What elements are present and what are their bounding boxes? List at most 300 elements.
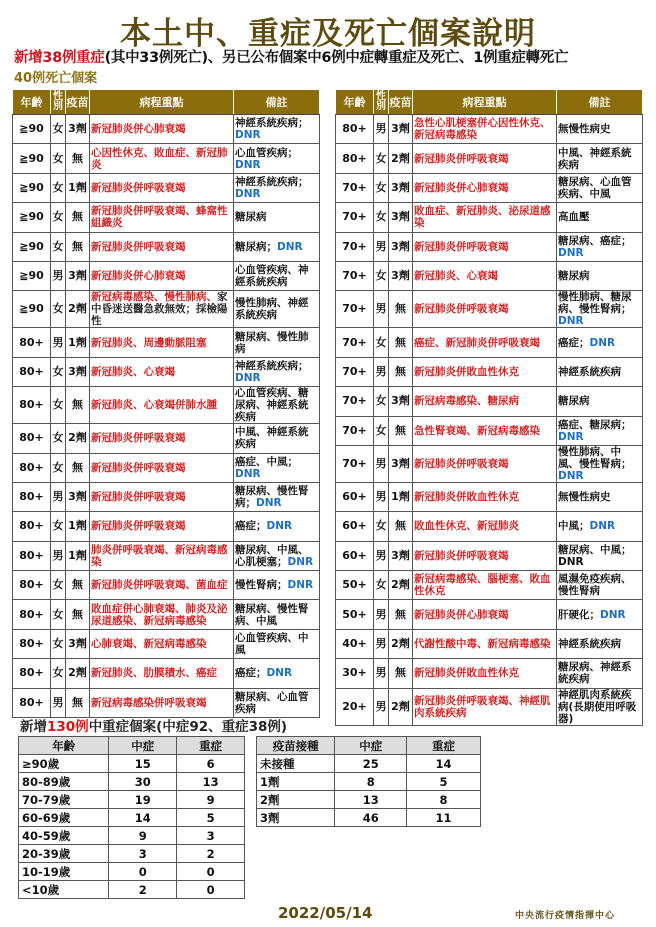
- cell-age: 50+: [336, 571, 374, 600]
- cell-course: [90, 512, 234, 541]
- table-row: [336, 291, 643, 328]
- cell-severe: 3: [177, 827, 245, 845]
- cell-sex: 男: [51, 261, 66, 290]
- cell-note: [234, 600, 320, 629]
- table-row: [19, 881, 245, 899]
- table-row: [336, 115, 643, 144]
- cell-vaccine: 無: [66, 571, 90, 600]
- cell-course: [90, 541, 234, 570]
- table-row: [13, 629, 320, 658]
- note-text: 慢性肺病、神經系統疾病: [235, 297, 309, 322]
- cell-age: 60+: [336, 541, 374, 570]
- cell-note: [234, 659, 320, 688]
- cell-vaccine: 1劑: [66, 541, 90, 570]
- cell-sex: 女: [51, 387, 66, 424]
- cell-category: 20-39歲: [19, 845, 109, 863]
- course-text: 新冠肺炎併呼吸衰竭: [91, 520, 186, 533]
- note-text: 慢性腎病；: [235, 579, 288, 592]
- cell-sex: 男: [374, 629, 389, 658]
- organization-name: 中央流行疫情指揮中心: [515, 911, 616, 921]
- cell-course: [413, 261, 557, 290]
- stats-title-rest: 中重症個案(中症92、重症38例): [88, 719, 288, 735]
- header-severe: 重症: [177, 737, 245, 755]
- cell-age: 70+: [336, 232, 374, 261]
- cell-age: 70+: [336, 291, 374, 328]
- cell-age: 80+: [13, 482, 51, 511]
- cell-vaccine: 無: [66, 453, 90, 482]
- cell-vaccine: 無: [389, 291, 413, 328]
- note-text: 風濕免疫疾病、慢性腎病: [558, 573, 632, 598]
- table-row: [13, 424, 320, 453]
- cell-vaccine: 無: [66, 144, 90, 173]
- cell-sex: 女: [51, 659, 66, 688]
- cell-course: [413, 571, 557, 600]
- cell-vaccine: 3劑: [389, 203, 413, 232]
- table-row: [13, 203, 320, 232]
- header-moderate: 中症: [109, 737, 177, 755]
- cell-course: [413, 688, 557, 725]
- note-text: 中風、神經系統疾病: [235, 426, 309, 451]
- course-text: 新冠肺炎、心衰竭: [91, 365, 175, 378]
- cell-sex: 女: [51, 115, 66, 144]
- cell-sex: 女: [374, 328, 389, 357]
- table-row: [13, 688, 320, 717]
- cell-vaccine: 2劑: [389, 629, 413, 658]
- cell-sex: 女: [51, 173, 66, 202]
- cell-severe: 2: [177, 845, 245, 863]
- header-moderate: 中症: [335, 737, 407, 755]
- cell-moderate: 3: [109, 845, 177, 863]
- cell-sex: 女: [51, 357, 66, 386]
- table-header-row: [13, 90, 320, 115]
- cell-moderate: 15: [109, 755, 177, 773]
- cell-age: 80+: [13, 659, 51, 688]
- cell-course: [90, 173, 234, 202]
- course-text: 新冠肺炎、周邊動脈阻塞: [91, 336, 207, 349]
- cell-vaccine: 3劑: [66, 357, 90, 386]
- dnr-badge: DNR: [256, 497, 282, 510]
- cell-category: 3劑: [257, 809, 335, 827]
- dnr-badge: DNR: [287, 555, 314, 568]
- table-row: [19, 809, 245, 827]
- cell-category: 1劑: [257, 773, 335, 791]
- cell-course: [90, 203, 234, 232]
- header-severe: 重症: [407, 737, 481, 755]
- cell-moderate: 25: [335, 755, 407, 773]
- header-vaccine: 疫苗: [389, 90, 413, 115]
- vaccine-table-body: [257, 755, 481, 827]
- dnr-badge: DNR: [235, 129, 261, 142]
- note-text: 神經系統疾病: [558, 638, 621, 651]
- cell-age: 70+: [336, 416, 374, 445]
- note-text: 癌症；: [558, 336, 590, 349]
- cell-course: [413, 445, 557, 482]
- cell-vaccine: 3劑: [389, 541, 413, 570]
- table-row: [336, 416, 643, 445]
- cell-sex: 男: [374, 115, 389, 144]
- cell-course: [90, 600, 234, 629]
- table-row: [336, 261, 643, 290]
- table-row: [19, 773, 245, 791]
- header-sex: 性別: [51, 90, 66, 115]
- cell-sex: 女: [51, 232, 66, 261]
- cell-age: 20+: [336, 688, 374, 725]
- cell-sex: 女: [374, 571, 389, 600]
- cell-severe: 0: [177, 881, 245, 899]
- cell-note: [234, 144, 320, 173]
- note-text: 無慢性病史: [558, 123, 611, 136]
- cell-severe: 6: [177, 755, 245, 773]
- cell-age: 80+: [13, 453, 51, 482]
- cell-note: [557, 445, 643, 482]
- cell-age: 70+: [336, 328, 374, 357]
- cell-sex: 男: [374, 659, 389, 688]
- dnr-badge: DNR: [589, 336, 616, 349]
- table-row: [13, 482, 320, 511]
- table-row: [336, 232, 643, 261]
- table-row: [13, 571, 320, 600]
- cell-age: 70+: [336, 445, 374, 482]
- table-row: [13, 115, 320, 144]
- table-row: [336, 688, 643, 725]
- table-row: [257, 809, 481, 827]
- cell-age: ≧90: [13, 144, 51, 173]
- cell-sex: 女: [374, 261, 389, 290]
- cell-course: [413, 482, 557, 511]
- cell-note: [557, 232, 643, 261]
- cell-course: [413, 173, 557, 202]
- cell-sex: 男: [374, 291, 389, 328]
- stats-title-prefix: 新增: [20, 719, 47, 735]
- cell-note: [234, 232, 320, 261]
- cell-note: [557, 203, 643, 232]
- cell-course: [90, 424, 234, 453]
- table-row: [336, 659, 643, 688]
- cell-category: 未接種: [257, 755, 335, 773]
- cell-vaccine: 1劑: [66, 512, 90, 541]
- cell-moderate: 9: [109, 827, 177, 845]
- cell-course: [90, 453, 234, 482]
- cell-note: [234, 688, 320, 717]
- cell-sex: 男: [374, 541, 389, 570]
- table-row: [13, 387, 320, 424]
- table-row: [336, 482, 643, 511]
- cell-note: [557, 115, 643, 144]
- cell-sex: 女: [51, 629, 66, 658]
- cell-vaccine: 3劑: [389, 387, 413, 416]
- cell-note: [557, 261, 643, 290]
- cell-vaccine: 無: [389, 357, 413, 386]
- cell-age: ≧90: [13, 115, 51, 144]
- cell-vaccine: 2劑: [66, 291, 90, 328]
- note-text: 癌症、糖尿病；: [558, 418, 632, 431]
- cell-course: [90, 232, 234, 261]
- cell-sex: 男: [374, 482, 389, 511]
- dnr-badge: DNR: [235, 371, 261, 384]
- dnr-badge: DNR: [558, 430, 584, 443]
- cell-sex: 女: [51, 571, 66, 600]
- note-text: 肝硬化；: [558, 608, 600, 621]
- note-text: 神經系統疾病；: [235, 359, 309, 372]
- cell-category: ≥90歲: [19, 755, 109, 773]
- cell-vaccine: 無: [66, 688, 90, 717]
- course-text: 急性心肌梗塞併心因性休克、新冠病毒感染: [414, 117, 551, 142]
- note-text: 糖尿病: [558, 395, 590, 408]
- cell-note: [234, 203, 320, 232]
- note-text: 糖尿病、神經系統疾病: [558, 661, 632, 686]
- cell-vaccine: 3劑: [66, 482, 90, 511]
- cell-category: 2劑: [257, 791, 335, 809]
- course-text: 新冠肺炎併敗血性休克: [414, 365, 519, 378]
- cell-sex: 男: [51, 328, 66, 357]
- cell-note: [234, 357, 320, 386]
- table-row: [13, 144, 320, 173]
- cell-course: [413, 144, 557, 173]
- note-text: 糖尿病；: [235, 240, 277, 253]
- dnr-badge: DNR: [600, 608, 626, 621]
- cell-course: [413, 600, 557, 629]
- note-text: 神經系統疾病；: [235, 117, 309, 130]
- course-text: 新冠肺炎併呼吸衰竭: [91, 432, 186, 445]
- course-text: 新冠肺炎、心衰竭: [414, 270, 498, 283]
- cell-age: 60+: [336, 512, 374, 541]
- cell-note: [234, 571, 320, 600]
- cell-age: 80+: [13, 512, 51, 541]
- table-row: [19, 863, 245, 881]
- cell-age: 70+: [336, 261, 374, 290]
- cell-course: [90, 482, 234, 511]
- cell-vaccine: 2劑: [389, 571, 413, 600]
- cell-severe: 8: [407, 791, 481, 809]
- dnr-badge: DNR: [235, 158, 261, 171]
- dnr-badge: DNR: [277, 240, 303, 253]
- table-row: [336, 203, 643, 232]
- course-text: 急性腎衰竭、新冠病毒感染: [414, 424, 540, 437]
- cell-age: ≧90: [13, 291, 51, 328]
- table-row: [257, 791, 481, 809]
- note-text: 糖尿病、中風；DNR: [558, 543, 632, 568]
- header-vaccine: 疫苗: [66, 90, 90, 115]
- subtitle-highlight: 新增38例重症: [14, 50, 105, 66]
- cell-category: 70-79歲: [19, 791, 109, 809]
- course-text: 新冠肺炎併呼吸衰竭: [414, 303, 509, 316]
- cell-course: [413, 512, 557, 541]
- cell-severe: 14: [407, 755, 481, 773]
- cell-course: [90, 328, 234, 357]
- note-text: 慢性肺病、中風、慢性腎病；: [558, 445, 632, 470]
- cell-note: [557, 328, 643, 357]
- cell-age: ≧90: [13, 203, 51, 232]
- cell-vaccine: 無: [66, 232, 90, 261]
- cell-note: [557, 600, 643, 629]
- cell-age: 80+: [13, 688, 51, 717]
- cell-course: [413, 387, 557, 416]
- cell-note: [557, 659, 643, 688]
- table-row: [13, 232, 320, 261]
- course-text: 心肺衰竭、新冠病毒感染: [91, 638, 207, 651]
- cell-age: 80+: [13, 328, 51, 357]
- cell-moderate: 46: [335, 809, 407, 827]
- cell-vaccine: 無: [389, 416, 413, 445]
- note-text: 心血管疾病、糖尿病、神經系統疾病: [235, 387, 309, 424]
- course-text: 新冠肺炎併呼吸衰竭: [414, 549, 509, 562]
- cell-course: [90, 357, 234, 386]
- cell-age: 50+: [336, 600, 374, 629]
- cell-note: [557, 629, 643, 658]
- table-row: [13, 453, 320, 482]
- table-row: [19, 845, 245, 863]
- course-text: 新冠肺炎併呼吸衰竭: [91, 181, 186, 194]
- cell-note: [234, 629, 320, 658]
- dnr-badge: DNR: [558, 246, 584, 259]
- note-text: 中風；: [558, 520, 590, 533]
- note-text: 糖尿病、心血管疾病: [235, 690, 309, 715]
- cell-vaccine: 3劑: [66, 629, 90, 658]
- note-text: 糖尿病、癌症；: [558, 234, 632, 247]
- cell-note: [557, 416, 643, 445]
- course-text: 新冠病毒感染、腦梗塞、敗血性休克: [414, 573, 551, 598]
- header-course: 病程重點: [90, 90, 234, 115]
- cell-sex: 女: [51, 203, 66, 232]
- course-text: 癌症、新冠肺炎併呼吸衰竭: [414, 336, 540, 349]
- course-text: 新冠肺炎併呼吸衰竭: [414, 240, 509, 253]
- subtitle-rest: (其中33例死亡)、另已公布個案中6例中症轉重症及死亡、1例重症轉死亡: [104, 50, 569, 66]
- table-row: [336, 541, 643, 570]
- note-text: 神經系統疾病: [558, 365, 621, 378]
- course-text: 新冠肺炎併敗血性休克: [414, 491, 519, 504]
- cell-vaccine: 3劑: [66, 261, 90, 290]
- table-row: [13, 173, 320, 202]
- cell-vaccine: 無: [389, 512, 413, 541]
- note-text: 心血管疾病；: [235, 146, 298, 159]
- cell-vaccine: 3劑: [389, 261, 413, 290]
- course-text: 新冠病毒感染、慢性肺病、: [91, 291, 217, 304]
- cell-age: 70+: [336, 357, 374, 386]
- cell-course: [413, 232, 557, 261]
- cell-course: [413, 357, 557, 386]
- cell-moderate: 13: [335, 791, 407, 809]
- cell-course: [90, 115, 234, 144]
- cell-age: 80+: [13, 571, 51, 600]
- note-text: 糖尿病、慢性腎病、中風: [235, 602, 309, 627]
- cell-sex: 女: [374, 416, 389, 445]
- cell-course: [413, 115, 557, 144]
- course-text: 新冠肺炎併心肺衰竭: [414, 608, 509, 621]
- header-note: 備註: [234, 90, 320, 115]
- cell-age: 80+: [13, 387, 51, 424]
- cell-severe: 5: [407, 773, 481, 791]
- header-note: 備註: [557, 90, 643, 115]
- cell-note: [234, 291, 320, 328]
- note-text: 神經系統疾病；: [235, 175, 309, 188]
- death-cases-table-left: [12, 89, 320, 718]
- cell-age: 70+: [336, 173, 374, 202]
- note-text: 心血管疾病、神經系統疾病: [235, 264, 309, 289]
- cell-course: [90, 261, 234, 290]
- cell-vaccine: 3劑: [389, 445, 413, 482]
- dnr-badge: DNR: [235, 187, 261, 200]
- cell-age: 80+: [13, 629, 51, 658]
- cell-sex: 女: [51, 453, 66, 482]
- cell-sex: 女: [374, 173, 389, 202]
- dnr-badge: DNR: [266, 520, 293, 533]
- age-table-body: [19, 755, 245, 899]
- cell-age: 80+: [13, 600, 51, 629]
- cell-sex: 女: [51, 424, 66, 453]
- table-row: [19, 755, 245, 773]
- course-text: 新冠肺炎併呼吸衰竭: [414, 457, 509, 470]
- cell-severe: 5: [177, 809, 245, 827]
- cell-course: [90, 291, 234, 328]
- cell-age: 70+: [336, 203, 374, 232]
- cell-note: [234, 328, 320, 357]
- note-text: 癌症、中風；: [235, 455, 298, 468]
- course-text: 新冠肺炎併呼吸衰竭: [91, 491, 186, 504]
- table-row: [257, 773, 481, 791]
- cell-note: [234, 482, 320, 511]
- cell-age: ≧90: [13, 232, 51, 261]
- cell-vaccine: 無: [66, 600, 90, 629]
- cell-age: 80+: [13, 357, 51, 386]
- header-age: 年齡: [336, 90, 374, 115]
- cell-sex: 男: [374, 600, 389, 629]
- header-age: 年齡: [19, 737, 109, 755]
- course-text: 敗血症、新冠肺炎、泌尿道感染: [414, 205, 551, 230]
- table-row: [13, 600, 320, 629]
- cell-moderate: 14: [109, 809, 177, 827]
- dnr-badge: DNR: [266, 667, 293, 680]
- cell-course: [413, 291, 557, 328]
- table-row: [13, 261, 320, 290]
- cell-sex: 男: [374, 445, 389, 482]
- dnr-badge: DNR: [589, 520, 616, 533]
- cell-age: 40+: [336, 629, 374, 658]
- cell-sex: 女: [51, 144, 66, 173]
- cell-severe: 13: [177, 773, 245, 791]
- cell-sex: 男: [374, 688, 389, 725]
- cell-note: [557, 387, 643, 416]
- cell-moderate: 30: [109, 773, 177, 791]
- death-cases-table-right: [335, 89, 643, 726]
- cell-note: [557, 482, 643, 511]
- cell-note: [234, 424, 320, 453]
- cell-moderate: 8: [335, 773, 407, 791]
- stats-title: [20, 715, 287, 735]
- table-row: [336, 512, 643, 541]
- course-text: 新冠肺炎併呼吸衰竭、神經肌肉系統疾病: [414, 694, 551, 719]
- cell-course: [413, 659, 557, 688]
- cell-vaccine: 1劑: [66, 173, 90, 202]
- course-text: 新冠肺炎併呼吸衰竭: [414, 152, 509, 165]
- vaccine-severity-table: [256, 736, 481, 827]
- note-text: 糖尿病、慢性肺病: [235, 330, 309, 355]
- table-row: [336, 357, 643, 386]
- cell-sex: 女: [51, 512, 66, 541]
- cell-sex: 女: [374, 387, 389, 416]
- note-text: 癌症；: [235, 520, 267, 533]
- note-text: 高血壓: [558, 211, 590, 224]
- note-text: 糖尿病、中風、心肌梗塞；: [235, 543, 309, 568]
- cell-category: 80-89歲: [19, 773, 109, 791]
- cell-moderate: 19: [109, 791, 177, 809]
- cell-note: [557, 291, 643, 328]
- cell-sex: 女: [374, 144, 389, 173]
- cell-course: [90, 387, 234, 424]
- table-row: [13, 659, 320, 688]
- cell-vaccine: 3劑: [66, 115, 90, 144]
- cell-severe: 0: [177, 863, 245, 881]
- cell-note: [557, 571, 643, 600]
